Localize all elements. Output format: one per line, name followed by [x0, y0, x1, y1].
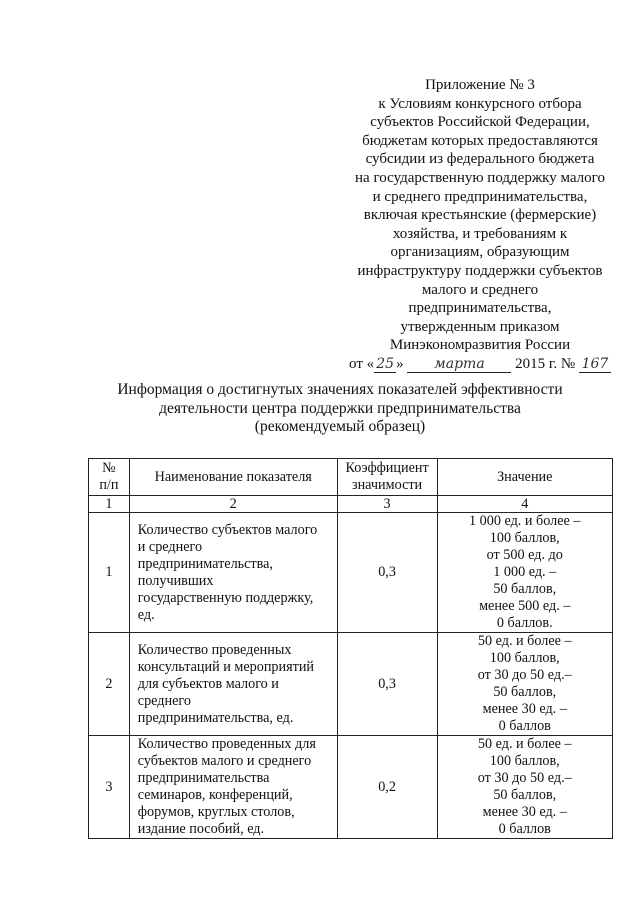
appendix-line: предпринимательства, — [408, 300, 552, 317]
column-number: 2 — [129, 496, 337, 513]
indicator-name: Количество проведенных консультаций и мероприятий для субъектов малого и среднего предпринимательства, ед. — [129, 633, 337, 736]
column-number: 3 — [337, 496, 437, 513]
table-row — [89, 736, 613, 839]
appendix-line: на государственную поддержку малого — [355, 169, 605, 186]
indicator-value: 50 ед. и более – 100 баллов, от 30 до 50 ед.– 50 баллов, менее 30 ед. – 0 баллов — [437, 736, 613, 839]
order-date-line — [330, 355, 630, 374]
significance-coefficient: 0,3 — [337, 513, 437, 633]
significance-coefficient: 0,3 — [337, 633, 437, 736]
indicator-value: 50 ед. и более – 100 баллов, от 30 до 50 ед.– 50 баллов, менее 30 ед. – 0 баллов — [437, 633, 613, 736]
appendix-line: и среднего предпринимательства, — [372, 188, 588, 205]
appendix-line: Минэкономразвития России — [389, 337, 571, 354]
appendix-line: инфраструктуру поддержки субъектов — [357, 262, 603, 279]
order-year: 2015 г. № — [515, 355, 576, 372]
order-day-handwritten: 25 — [374, 357, 396, 373]
title-line: деятельности центра поддержки предпринимательства — [159, 399, 521, 417]
appendix-line: хозяйства, и требованиям к — [392, 225, 568, 242]
title-line: Информация о достигнутых значениях показателей эффективности — [117, 381, 563, 398]
order-prefix: от « — [349, 355, 375, 372]
appendix-line: бюджетам которых предоставляются — [362, 132, 598, 149]
appendix-line: Приложение № 3 — [425, 77, 535, 93]
title-line: (рекомендуемый образец) — [254, 418, 426, 435]
header-coef: Коэффициент значимости — [337, 459, 437, 496]
appendix-line: субсидии из федерального бюджета — [365, 151, 595, 168]
row-number: 2 — [89, 633, 130, 736]
appendix-line: утвержденным приказом — [400, 318, 560, 335]
appendix-line: включая крестьянские (фермерские) — [363, 207, 597, 224]
table-row — [89, 633, 613, 736]
order-mid: » — [396, 355, 404, 372]
table-header-row — [89, 459, 613, 496]
order-number-handwritten: 167 — [579, 357, 611, 373]
row-number: 1 — [89, 513, 130, 633]
appendix-line: субъектов Российской Федерации, — [370, 114, 590, 131]
column-number: 1 — [89, 496, 130, 513]
document-title — [100, 381, 580, 437]
indicator-value: 1 000 ед. и более – 100 баллов, от 500 ед. до 1 000 ед. – 50 баллов, менее 500 ед. – 0 баллов. — [437, 513, 613, 633]
significance-coefficient: 0,2 — [337, 736, 437, 839]
indicator-name: Количество проведенных для субъектов малого и среднего предпринимательства семинаров, конференций, форумов, круглых столов, издание пособий, ед. — [129, 736, 337, 839]
row-number: 3 — [89, 736, 130, 839]
appendix-line: организациям, образующим — [390, 244, 570, 261]
header-value: Значение — [437, 459, 613, 496]
indicator-name: Количество субъектов малого и среднего предпринимательства, получивших государственную поддержку, ед. — [129, 513, 337, 633]
indicators-table — [88, 458, 613, 839]
table-row — [89, 513, 613, 633]
header-num: № п/п — [89, 459, 130, 496]
order-month-handwritten: марта — [407, 357, 511, 373]
appendix-line: к Условиям конкурсного отбора — [378, 95, 582, 112]
appendix-header — [330, 76, 630, 374]
appendix-line: малого и среднего — [421, 281, 539, 298]
column-number: 4 — [437, 496, 613, 513]
header-name: Наименование показателя — [129, 459, 337, 496]
column-number-row — [89, 496, 613, 513]
